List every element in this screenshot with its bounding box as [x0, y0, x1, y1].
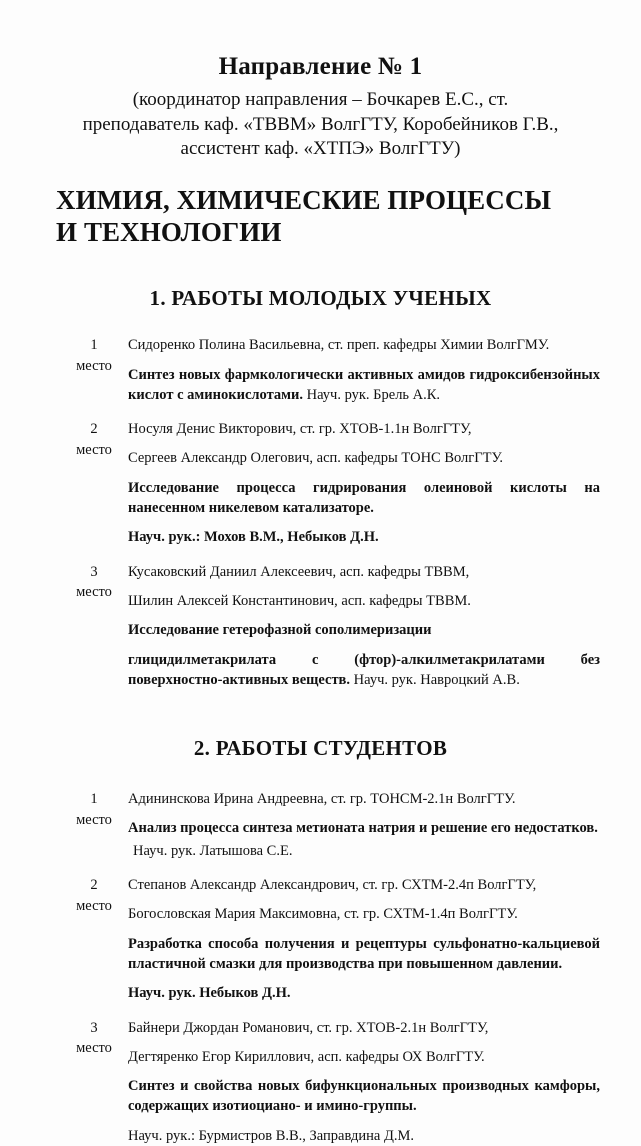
award-entry [68, 562, 600, 690]
coordinator-note [0, 88, 641, 162]
place-word: место [76, 1040, 112, 1057]
coordinator-line-2: преподаватель каф. «ТВВМ» ВолгГТУ, Коробейников Г.В., [82, 113, 559, 135]
work-title: Исследование гетерофазной сополимеризации [128, 622, 432, 639]
award-entry [68, 335, 600, 405]
section-students [0, 736, 641, 1146]
work-title: Анализ процесса синтеза метионата натрия и решение его недостатков. [128, 820, 598, 837]
entry-list-2 [0, 789, 641, 1146]
coordinator-line-1: (координатор направления – Бочкарев Е.С., ст. [132, 89, 509, 110]
work-title: Исследование процесса гидрирования олеиновой кислоты на нанесенном никелевом катализаторе. [128, 479, 600, 517]
work-title [128, 365, 600, 406]
award-entry [68, 1018, 600, 1146]
entry-body [128, 562, 600, 690]
place-label [68, 1018, 120, 1059]
place-word: место [76, 357, 112, 374]
direction-title: Направление № 1 [218, 53, 423, 80]
award-entry [68, 789, 600, 861]
document-header [0, 0, 641, 162]
place-word: место [76, 897, 112, 914]
entry-list-1 [0, 335, 641, 690]
section-young-scientists [0, 286, 641, 690]
author-line: Сидоренко Полина Васильевна, ст. преп. кафедры Химии ВолгГМУ. [128, 337, 550, 354]
theme-heading [0, 184, 641, 249]
work-title: Синтез и свойства новых бифункциональных производных камфоры, содержащих изотиоциано- и имино-группы. [128, 1078, 600, 1115]
theme-heading-line-2: И ТЕХНОЛОГИИ [56, 216, 282, 247]
section-title-1: 1. РАБОТЫ МОЛОДЫХ УЧЕНЫХ [149, 286, 492, 311]
supervisor-line: Науч. рук.: Бурмистров В.В., Заправдина Д.М. [128, 1127, 414, 1144]
place-label [68, 875, 120, 916]
entry-body [128, 1018, 600, 1146]
place-label [68, 562, 120, 603]
place-label [68, 789, 120, 830]
entry-body [128, 875, 600, 1003]
supervisor-line: Науч. рук.: Мохов В.М., Небыков Д.Н. [128, 529, 379, 546]
work-title-bold: глицидилметакрилата с (фтор)-алкилметакрилатами без поверхностно-активных веществ. [128, 651, 600, 688]
place-number: 2 [90, 877, 98, 894]
author-line: Богословская Мария Максимовна, ст. гр. СХТМ-1.4п ВолгГТУ. [128, 906, 518, 923]
work-title: Разработка способа получения и рецептуры сульфонатно-кальциевой пластичной смазки для производства при повышенном давлении. [128, 935, 600, 972]
work-title-supervisor: Науч. рук. Навроцкий А.В. [350, 671, 520, 688]
author-line: Дегтяренко Егор Кириллович, асп. кафедры ОХ ВолгГТУ. [128, 1048, 485, 1065]
place-number: 1 [90, 791, 98, 808]
award-entry [68, 875, 600, 1003]
author-line: Шилин Алексей Константинович, асп. кафедры ТВВМ. [128, 592, 471, 609]
place-word: место [76, 811, 112, 828]
work-title-bold: Синтез новых фармкологически активных амидов гидроксибензойных кислот с аминокислотами. [128, 366, 600, 403]
entry-body [128, 419, 600, 547]
theme-heading-line-1: ХИМИЯ, ХИМИЧЕСКИЕ ПРОЦЕССЫ [56, 184, 552, 215]
award-entry [68, 419, 600, 547]
entry-body [128, 789, 600, 861]
entry-body [128, 335, 600, 405]
place-label [68, 335, 120, 376]
section-title-2: 2. РАБОТЫ СТУДЕНТОВ [193, 736, 448, 761]
work-title-continued [128, 650, 600, 691]
supervisor-line: Науч. рук. Латышова С.Е. [133, 842, 293, 859]
place-number: 3 [90, 1019, 98, 1036]
place-word: место [76, 441, 112, 458]
author-line: Адининскова Ирина Андреевна, ст. гр. ТОНСМ-2.1н ВолгГТУ. [128, 791, 516, 808]
coordinator-line-3: ассистент каф. «ХТПЭ» ВолгГТУ) [180, 138, 461, 159]
place-number: 2 [90, 421, 98, 438]
author-line: Степанов Александр Александрович, ст. гр. СХТМ-2.4п ВолгГТУ, [128, 877, 537, 894]
place-number: 3 [90, 563, 98, 580]
author-line: Байнери Джордан Романович, ст. гр. ХТОВ-2.1н ВолгГТУ, [128, 1019, 489, 1036]
place-word: место [76, 584, 112, 601]
place-number: 1 [90, 337, 98, 354]
supervisor-line: Науч. рук. Небыков Д.Н. [128, 985, 291, 1002]
author-line: Носуля Денис Викторович, ст. гр. ХТОВ-1.1н ВолгГТУ, [128, 421, 472, 438]
author-line: Сергеев Александр Олегович, асп. кафедры ТОНС ВолгГТУ. [128, 450, 504, 467]
work-title-supervisor: Науч. рук. Брель А.К. [302, 386, 441, 403]
author-line: Кусаковский Даниил Алексеевич, асп. кафедры ТВВМ, [128, 563, 470, 580]
place-label [68, 419, 120, 460]
